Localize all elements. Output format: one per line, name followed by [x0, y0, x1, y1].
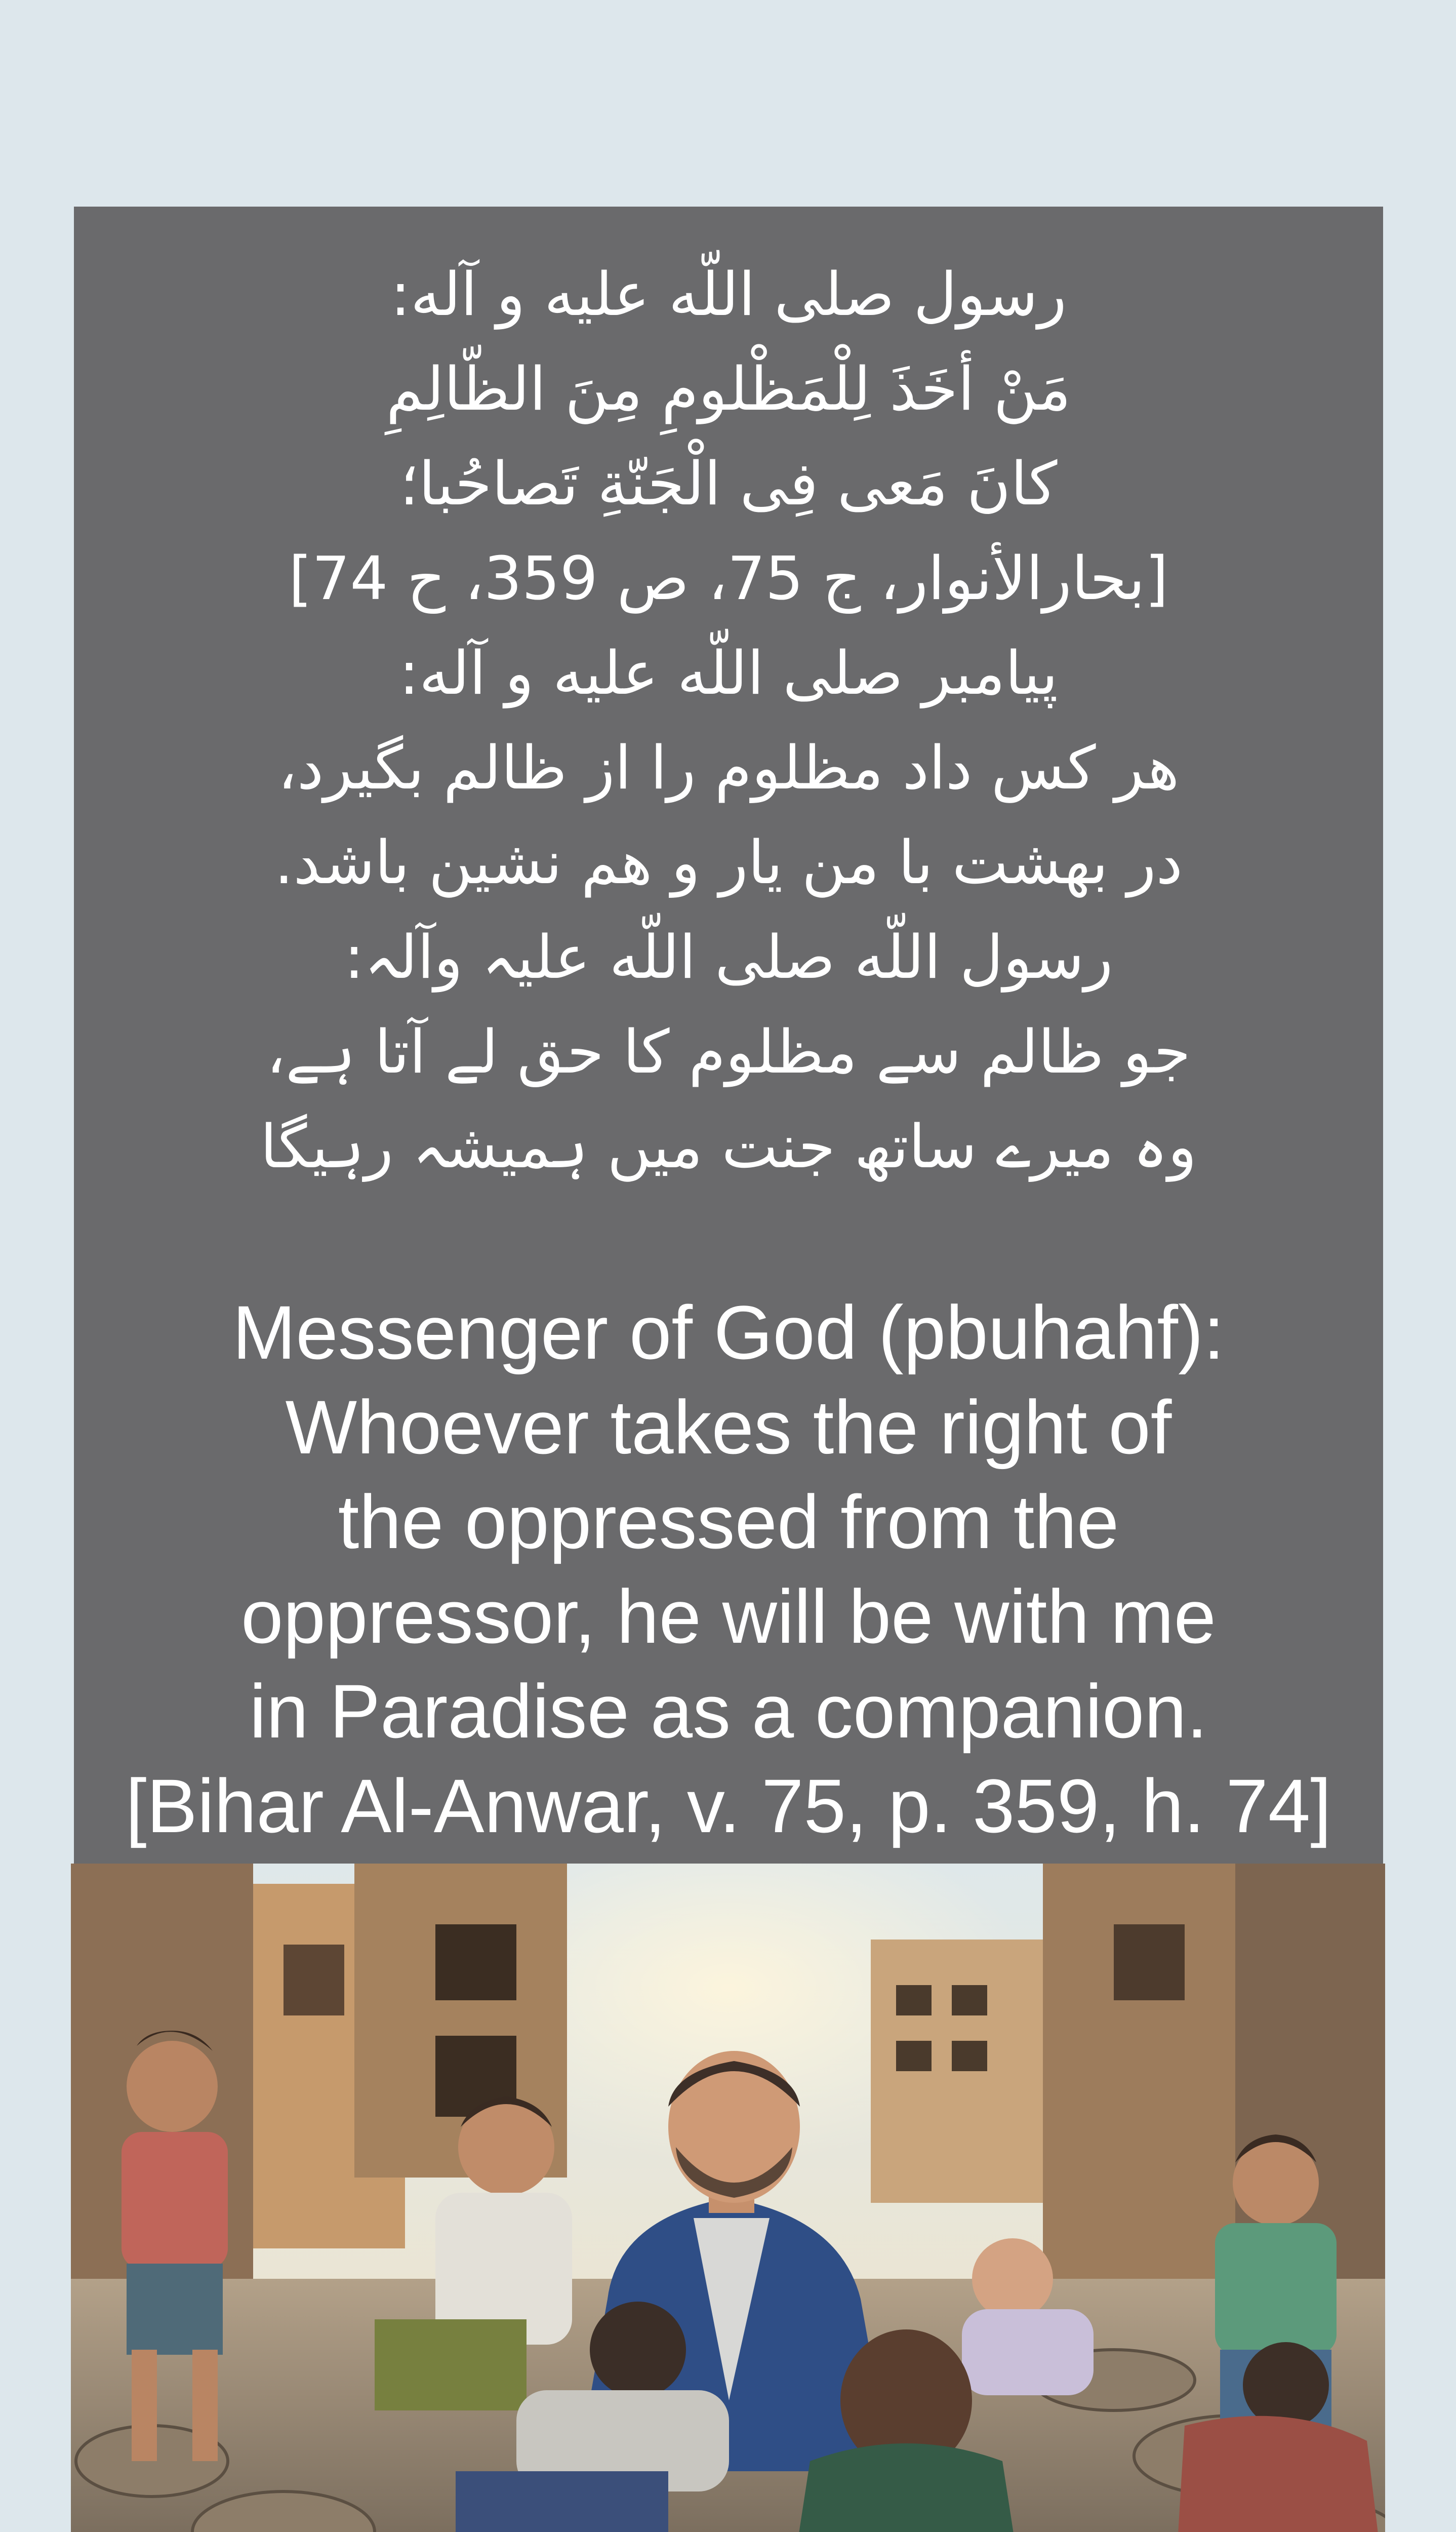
english-source: [Bihar Al-Anwar, v. 75, p. 359, h. 74] [126, 1763, 1331, 1848]
quote-card [74, 207, 1383, 1864]
arabic-quote [74, 247, 1383, 626]
persian-intro: پیامبر صلی اللّه علیه و آله: [399, 638, 1058, 708]
illustration-painting [71, 1864, 1385, 2532]
persian-line-1: هر کس داد مظلوم را از ظالم بگیرد، [277, 733, 1180, 803]
arabic-line-2: كانَ مَعى فِى الْجَنّةِ تَصاحُبا؛ [399, 449, 1058, 519]
english-line-3: the oppressed from the [338, 1479, 1119, 1564]
english-line-1: Messenger of God (pbuhahf): [232, 1290, 1225, 1375]
urdu-intro: رسول اللّه صلی اللّه علیہ وآلہ: [344, 922, 1113, 992]
persian-translation [74, 626, 1383, 910]
english-line-4: oppressor, he will be with me [241, 1574, 1216, 1659]
illustration-svg [71, 1864, 1385, 2532]
urdu-line-2: وہ میرے ساتھ جنت میں ہمیشہ رہیگا [260, 1112, 1197, 1181]
persian-line-2: در بهشت با من یار و هم نشین باشد. [274, 827, 1183, 897]
english-line-5: in Paradise as a companion. [249, 1669, 1208, 1754]
section-spacer [74, 1194, 1383, 1285]
arabic-line-1: مَنْ أخَذَ لِلْمَظْلومِ مِنَ الظّالِمِ [386, 354, 1071, 424]
english-translation [74, 1285, 1383, 1853]
arabic-intro: رسول صلی اللّه علیه و آله: [390, 259, 1067, 329]
english-line-2: Whoever takes the right of [285, 1384, 1172, 1470]
urdu-translation [74, 910, 1383, 1194]
urdu-line-1: جو ظالم سے مظلوم کا حق لے آتا ہے، [266, 1017, 1191, 1087]
arabic-source: [بحارالأنوار، ج 75، ص 359، ح 74] [289, 543, 1168, 613]
